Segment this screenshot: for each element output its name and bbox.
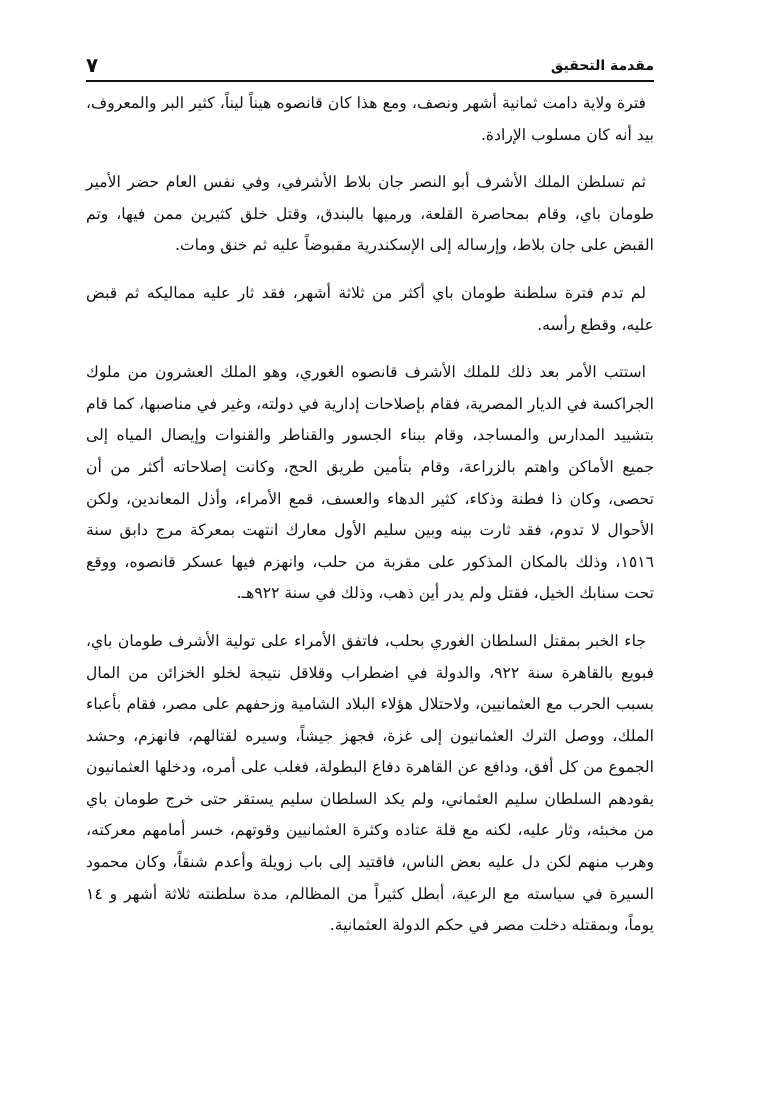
- paragraph-5: جاء الخبر بمقتل السلطان الغوري بحلب، فاتفق الأمراء على تولية الأشرف طومان باي، فبويع بالقاهرة سنة ٩٢٢، والدولة في اضطراب وقلاقل نتيجة لخلو الخزائن من المال بسبب الحرب مع العثمانيين، ولاحتلال هؤلاء البلاد الشامية وزحفهم على مصر، فقام بأعباء الملك، ووصل الترك العثمانيون إلى غزة، فجهز جيشاً، وسيره لقتالهم، فانهزم، وحشد الجموع من كل أفق، ودافع عن القاهرة دفاع البطولة، فغلب على أمره، ودخلها العثمانيون يقودهم السلطان سليم العثماني، ولم يكد السلطان سليم يستقر حتى خرج طومان باي من مخبئه، وثار عليه، لكنه مع قلة عتاده وكثرة العثمانيين وقوتهم، خسر أمامهم معركته، وهرب منهم لكن دل عليه بعض الناس، فاقتيد إلى باب زويلة وأعدم شنقاً، وكان محمود السيرة في سياسته مع الرعية، أبطل كثيراً من المظالم، مدة سلطنته ثلاثة أشهر و ١٤ يوماً، وبمقتله دخلت مصر في حكم الدولة العثمانية.: [86, 631, 655, 935]
- running-title: مقدمة التحقيق: [550, 58, 654, 74]
- page-number: ٧: [86, 53, 99, 77]
- page-header: [86, 46, 654, 82]
- paragraph-1: فترة ولاية دامت ثمانية أشهر ونصف، ومع هذا كان قانصوه هيناً ليناً، كثير البر والمعروف، بيد أنه كان مسلوب الإرادة.: [86, 94, 654, 144]
- paragraph-4: استتب الأمر بعد ذلك للملك الأشرف قانصوه الغوري، وهو الملك العشرون من ملوك الجراكسة في الديار المصرية، فقام بإصلاحات إدارية في دولته، وغير في مناصبها، كما قام بتشييد المدارس والمساجد، وقام ببناء الجسور والقناطر والقنوات وإيصال المياه إلى جميع الأماكن واهتم بالزراعة، وقام بتأمين طريق الحج، وكانت إصلاحاته أكثر من أن تحصى، وكان ذا فطنة وذكاء، كثير الدهاء والعسف، قمع الأمراء، وأذل المعاندين، ولكن الأحوال لا تدوم، فقد ثارت بينه وبين سليم الأول معارك انتهت بمعركة مرج دابق سنة ١٥١٦، وذلك بالمكان المذكور على مقربة من حلب، وانهزم فيها عسكر قانصوه، ووقع تحت سنابك الخيل، فقتل ولم يدر أين ذهب، وذلك في سنة ٩٢٢هـ.: [86, 363, 654, 603]
- paragraph-2: ثم تسلطن الملك الأشرف أبو النصر جان بلاط الأشرفي، وفي نفس العام حضر الأمير طومان باي، وقام بمحاصرة القلعة، ورميها بالبندق، وقتل خلق كثيرين ممن فيها، وتم القبض على جان بلاط، وإرساله إلى الإسكندرية مقبوضاً عليه ثم خنق ومات.: [86, 173, 654, 255]
- body-text: [86, 88, 654, 942]
- paragraph-3: لم تدم فترة سلطنة طومان باي أكثر من ثلاثة أشهر، فقد ثار عليه مماليكه ثم قبض عليه، وقطع رأسه.: [86, 283, 654, 334]
